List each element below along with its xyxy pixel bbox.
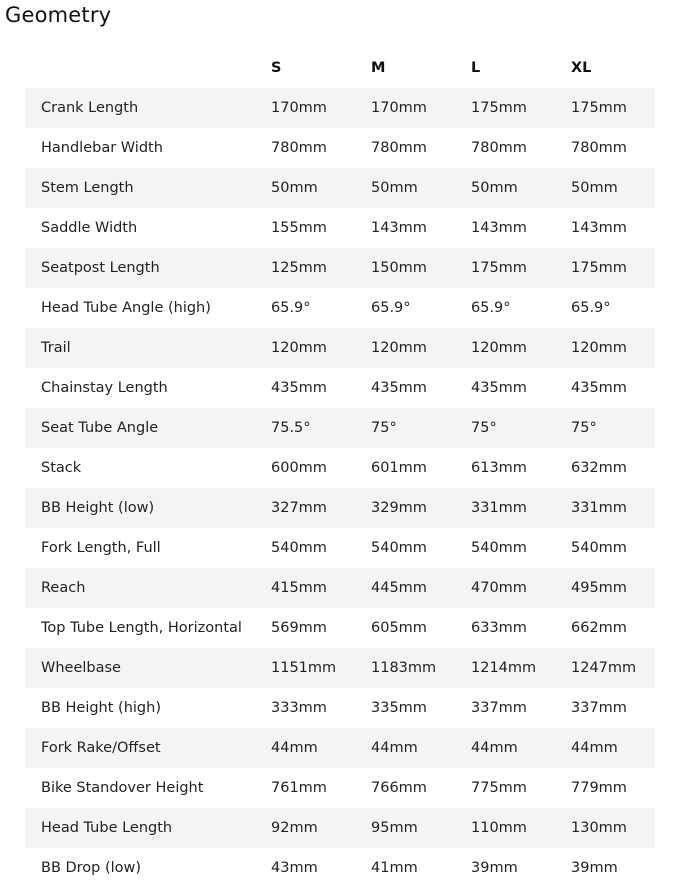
row-value-s: 44mm	[271, 740, 318, 756]
row-value-s: 65.9°	[271, 300, 311, 316]
table-header-row	[25, 48, 655, 88]
table-row	[25, 448, 655, 488]
row-value-m: 435mm	[371, 380, 427, 396]
row-value-s: 170mm	[271, 100, 327, 116]
row-value-l: 780mm	[471, 140, 527, 156]
row-value-m: 780mm	[371, 140, 427, 156]
row-value-l: 331mm	[471, 500, 527, 516]
table-row	[25, 768, 655, 808]
row-value-xl: 331mm	[571, 500, 627, 516]
row-value-s: 600mm	[271, 460, 327, 476]
row-value-l: 775mm	[471, 780, 527, 796]
table-body	[25, 88, 655, 888]
row-value-s: 50mm	[271, 180, 318, 196]
row-value-m: 766mm	[371, 780, 427, 796]
row-value-m: 120mm	[371, 340, 427, 356]
row-value-m: 41mm	[371, 860, 418, 876]
row-value-s: 569mm	[271, 620, 327, 636]
row-value-l: 175mm	[471, 260, 527, 276]
table-row	[25, 328, 655, 368]
row-value-xl: 495mm	[571, 580, 627, 596]
row-value-l: 65.9°	[471, 300, 511, 316]
header-size-m: M	[371, 60, 386, 76]
table-row	[25, 848, 655, 888]
row-label: Top Tube Length, Horizontal	[41, 620, 242, 636]
geometry-table	[25, 48, 655, 888]
row-value-xl: 1247mm	[571, 660, 637, 676]
table-row	[25, 208, 655, 248]
row-value-s: 75.5°	[271, 420, 311, 436]
row-value-s: 333mm	[271, 700, 327, 716]
row-value-m: 143mm	[371, 220, 427, 236]
row-value-m: 95mm	[371, 820, 418, 836]
row-label: Chainstay Length	[41, 380, 168, 396]
row-value-s: 780mm	[271, 140, 327, 156]
row-value-xl: 779mm	[571, 780, 627, 796]
row-value-xl: 50mm	[571, 180, 618, 196]
table-row	[25, 728, 655, 768]
header-size-xl: XL	[571, 60, 592, 76]
row-value-s: 540mm	[271, 540, 327, 556]
table-row	[25, 408, 655, 448]
row-value-xl: 662mm	[571, 620, 627, 636]
row-value-s: 125mm	[271, 260, 327, 276]
row-value-m: 65.9°	[371, 300, 411, 316]
row-value-l: 110mm	[471, 820, 527, 836]
row-value-l: 633mm	[471, 620, 527, 636]
row-value-xl: 65.9°	[571, 300, 611, 316]
row-label: Seatpost Length	[41, 260, 160, 276]
row-label: Head Tube Angle (high)	[41, 300, 211, 316]
row-value-l: 143mm	[471, 220, 527, 236]
row-value-m: 540mm	[371, 540, 427, 556]
row-label: Saddle Width	[41, 220, 138, 236]
table-row	[25, 248, 655, 288]
row-value-s: 761mm	[271, 780, 327, 796]
row-value-m: 170mm	[371, 100, 427, 116]
row-label: Crank Length	[41, 100, 139, 116]
row-label: BB Height (high)	[41, 700, 161, 716]
row-value-xl: 120mm	[571, 340, 627, 356]
row-label: BB Height (low)	[41, 500, 155, 516]
row-value-s: 155mm	[271, 220, 327, 236]
header-size-s: S	[271, 60, 282, 76]
row-value-m: 329mm	[371, 500, 427, 516]
row-label: BB Drop (low)	[41, 860, 142, 876]
row-value-m: 445mm	[371, 580, 427, 596]
row-label: Trail	[41, 340, 71, 356]
row-value-m: 601mm	[371, 460, 427, 476]
row-value-s: 435mm	[271, 380, 327, 396]
row-value-xl: 175mm	[571, 100, 627, 116]
row-label: Bike Standover Height	[41, 780, 204, 796]
row-label: Stack	[41, 460, 82, 476]
row-value-l: 120mm	[471, 340, 527, 356]
row-value-m: 1183mm	[371, 660, 437, 676]
row-value-m: 75°	[371, 420, 397, 436]
row-value-l: 175mm	[471, 100, 527, 116]
row-label: Stem Length	[41, 180, 134, 196]
row-label: Wheelbase	[41, 660, 121, 676]
table-row	[25, 568, 655, 608]
row-label: Reach	[41, 580, 86, 596]
row-value-l: 540mm	[471, 540, 527, 556]
row-value-xl: 632mm	[571, 460, 627, 476]
header-size-l: L	[471, 60, 481, 76]
row-value-xl: 75°	[571, 420, 597, 436]
row-label: Seat Tube Angle	[41, 420, 159, 436]
row-value-l: 470mm	[471, 580, 527, 596]
table-row	[25, 128, 655, 168]
row-label: Fork Rake/Offset	[41, 740, 161, 756]
table-row	[25, 648, 655, 688]
table-row	[25, 488, 655, 528]
table-row	[25, 608, 655, 648]
row-value-xl: 435mm	[571, 380, 627, 396]
row-value-m: 44mm	[371, 740, 418, 756]
row-value-xl: 39mm	[571, 860, 618, 876]
row-value-s: 327mm	[271, 500, 327, 516]
row-value-xl: 337mm	[571, 700, 627, 716]
row-value-s: 415mm	[271, 580, 327, 596]
row-value-xl: 130mm	[571, 820, 627, 836]
row-value-xl: 143mm	[571, 220, 627, 236]
row-value-m: 150mm	[371, 260, 427, 276]
row-value-l: 613mm	[471, 460, 527, 476]
table-row	[25, 88, 655, 128]
row-value-m: 335mm	[371, 700, 427, 716]
row-value-xl: 780mm	[571, 140, 627, 156]
row-label: Fork Length, Full	[41, 540, 161, 556]
row-value-xl: 44mm	[571, 740, 618, 756]
row-value-xl: 540mm	[571, 540, 627, 556]
table-row	[25, 528, 655, 568]
row-value-l: 50mm	[471, 180, 518, 196]
row-value-s: 1151mm	[271, 660, 337, 676]
row-value-s: 43mm	[271, 860, 318, 876]
row-value-m: 605mm	[371, 620, 427, 636]
table-row	[25, 688, 655, 728]
row-label: Head Tube Length	[41, 820, 173, 836]
row-value-l: 337mm	[471, 700, 527, 716]
table-row	[25, 808, 655, 848]
table-row	[25, 288, 655, 328]
page-title: Geometry	[5, 3, 112, 27]
row-label: Handlebar Width	[41, 140, 163, 156]
row-value-l: 435mm	[471, 380, 527, 396]
row-value-s: 92mm	[271, 820, 318, 836]
row-value-xl: 175mm	[571, 260, 627, 276]
row-value-l: 39mm	[471, 860, 518, 876]
row-value-l: 1214mm	[471, 660, 537, 676]
table-row	[25, 368, 655, 408]
row-value-l: 44mm	[471, 740, 518, 756]
table-row	[25, 168, 655, 208]
row-value-m: 50mm	[371, 180, 418, 196]
row-value-s: 120mm	[271, 340, 327, 356]
row-value-l: 75°	[471, 420, 497, 436]
